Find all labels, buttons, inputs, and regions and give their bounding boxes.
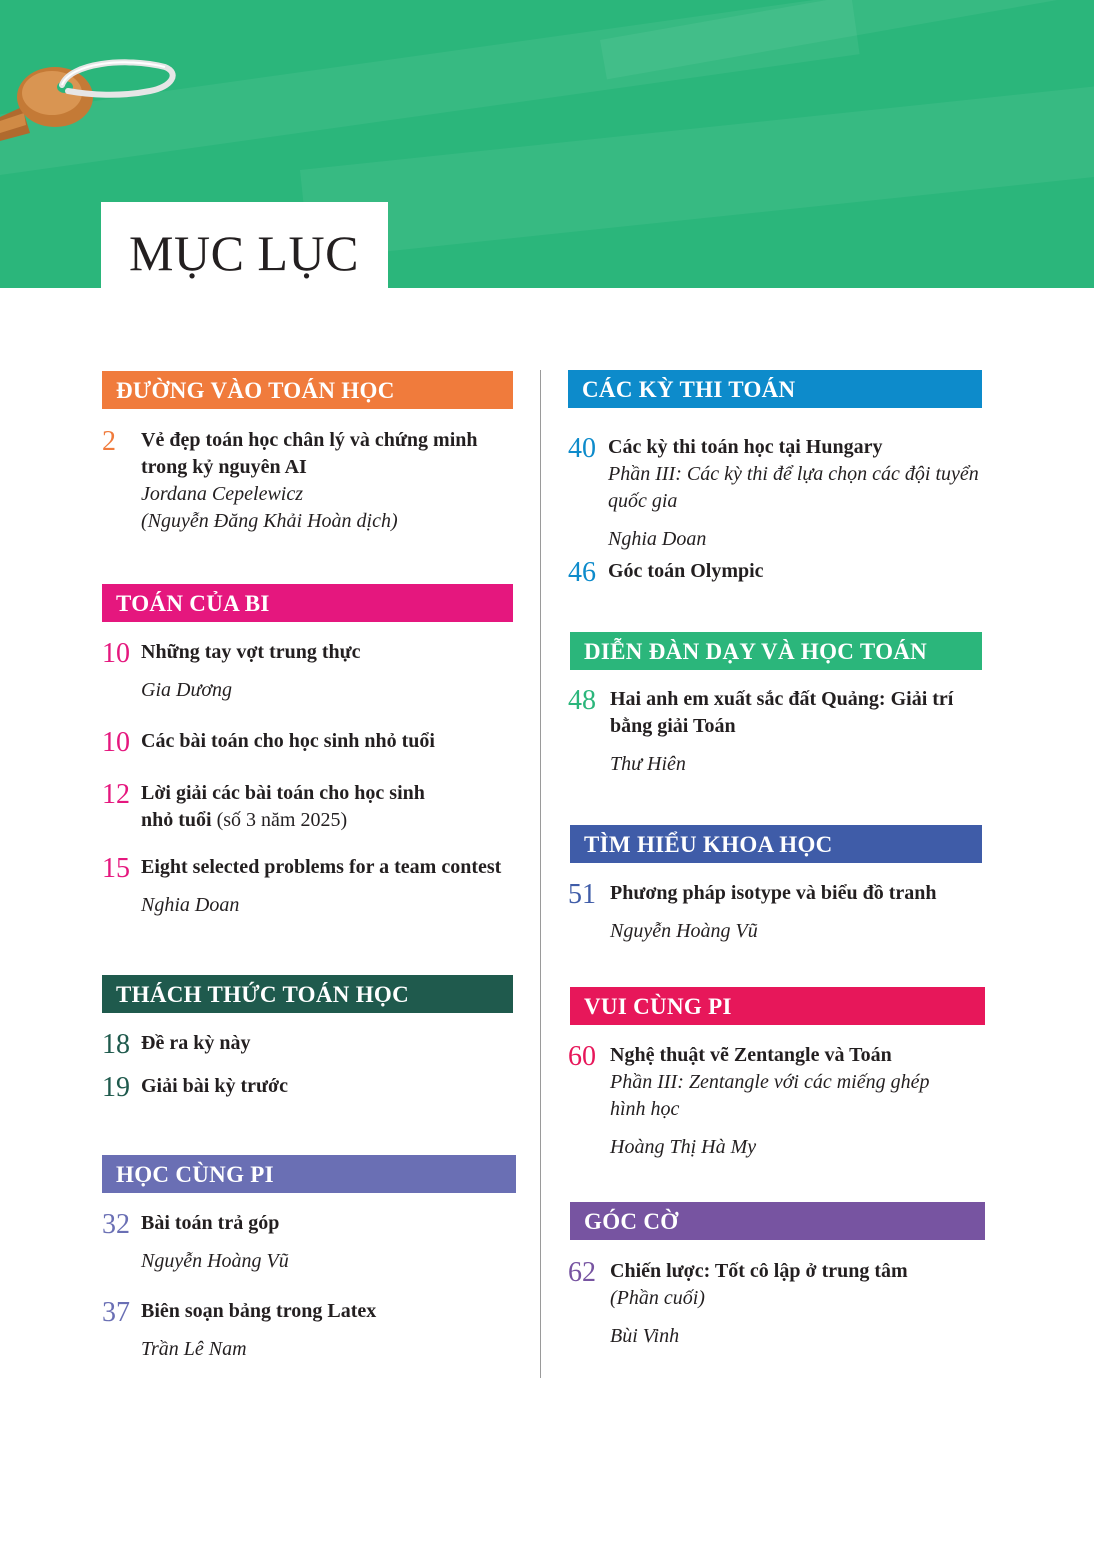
column-divider <box>540 370 541 1378</box>
section-header-goc-co: GÓC CỜ <box>570 1202 985 1240</box>
article-subtitle-line2: hình học <box>610 1098 680 1120</box>
article-title[interactable]: Vẻ đẹp toán học chân lý và chứng minh <box>141 429 478 451</box>
section-header-dien-dan-day-va-hoc-toan: DIỄN ĐÀN DẠY VÀ HỌC TOÁN <box>570 632 982 670</box>
page-number: 48 <box>568 685 596 716</box>
article-title-line2[interactable]: trong kỷ nguyên AI <box>141 456 307 478</box>
section-header-duong-vao-toan-hoc: ĐƯỜNG VÀO TOÁN HỌC <box>102 371 513 409</box>
article-title-line2[interactable]: bằng giải Toán <box>610 715 736 737</box>
page-number: 18 <box>102 1029 130 1060</box>
article-title[interactable]: Góc toán Olympic <box>608 560 764 582</box>
page-number: 19 <box>102 1072 130 1103</box>
article-translator: (Nguyễn Đăng Khải Hoàn dịch) <box>141 510 398 532</box>
section-header-hoc-cung-pi: HỌC CÙNG PI <box>102 1155 516 1193</box>
article-title[interactable]: Chiến lược: Tốt cô lập ở trung tâm <box>610 1260 908 1282</box>
page-number: 40 <box>568 433 596 464</box>
page-number: 37 <box>102 1297 130 1328</box>
section-header-toan-cua-bi: TOÁN CỦA BI <box>102 584 513 622</box>
article-note: (số 3 năm 2025) <box>211 809 348 831</box>
article-title[interactable]: Eight selected problems for a team contest <box>141 856 502 878</box>
article-title-line2[interactable] <box>141 807 347 834</box>
article-title[interactable]: Hai anh em xuất sắc đất Quảng: Giải trí <box>610 688 954 710</box>
page-number: 62 <box>568 1257 596 1288</box>
page-number: 12 <box>102 779 130 810</box>
article-subtitle: Phần III: Zentangle với các miếng ghép <box>610 1071 930 1093</box>
article-title[interactable]: Phương pháp isotype và biểu đồ tranh <box>610 882 937 904</box>
page-number: 10 <box>102 727 130 758</box>
article-author: Nguyễn Hoàng Vũ <box>141 1250 289 1272</box>
article-author: Trần Lê Nam <box>141 1338 247 1360</box>
article-subtitle: Phần III: Các kỳ thi để lựa chọn các đội tuyển <box>608 463 979 485</box>
section-header-tim-hieu-khoa-hoc: TÌM HIỂU KHOA HỌC <box>570 825 982 863</box>
page-number: 60 <box>568 1041 596 1072</box>
article-title[interactable]: Biên soạn bảng trong Latex <box>141 1300 377 1322</box>
page-number: 10 <box>102 638 130 669</box>
article-author: Nghia Doan <box>141 894 240 916</box>
article-title[interactable]: Lời giải các bài toán cho học sinh <box>141 782 425 804</box>
page-title-box <box>101 202 388 288</box>
article-subtitle: (Phần cuối) <box>610 1287 705 1309</box>
article-title[interactable]: Đề ra kỳ này <box>141 1032 251 1054</box>
section-header-thach-thuc-toan-hoc: THÁCH THỨC TOÁN HỌC <box>102 975 513 1013</box>
page-number: 46 <box>568 557 596 588</box>
key-ring-icon <box>0 55 180 145</box>
article-subtitle-line2: quốc gia <box>608 490 678 512</box>
article-author: Jordana Cepelewicz <box>141 483 304 505</box>
section-header-cac-ky-thi-toan: CÁC KỲ THI TOÁN <box>568 370 982 408</box>
article-author: Thư Hiên <box>610 753 686 775</box>
page-number: 32 <box>102 1209 130 1240</box>
article-author: Gia Dương <box>141 679 233 701</box>
page-number: 2 <box>102 426 116 457</box>
article-title-line2-text: nhỏ tuổi <box>141 809 212 831</box>
article-title[interactable]: Các kỳ thi toán học tại Hungary <box>608 436 883 458</box>
article-author: Nghia Doan <box>608 528 707 550</box>
article-title[interactable]: Nghệ thuật vẽ Zentangle và Toán <box>610 1044 892 1066</box>
page-number: 51 <box>568 879 596 910</box>
article-title[interactable]: Giải bài kỳ trước <box>141 1075 288 1097</box>
article-author: Nguyễn Hoàng Vũ <box>610 920 758 942</box>
article-author: Bùi Vinh <box>610 1325 680 1347</box>
section-header-vui-cung-pi: VUI CÙNG PI <box>570 987 985 1025</box>
page-number: 15 <box>102 853 130 884</box>
page-title: MỤC LỤC <box>129 225 359 281</box>
article-author: Hoàng Thị Hà My <box>610 1136 757 1158</box>
article-title[interactable]: Các bài toán cho học sinh nhỏ tuổi <box>141 730 435 752</box>
article-title[interactable]: Bài toán trả góp <box>141 1212 280 1234</box>
article-title[interactable]: Những tay vợt trung thực <box>141 641 361 663</box>
